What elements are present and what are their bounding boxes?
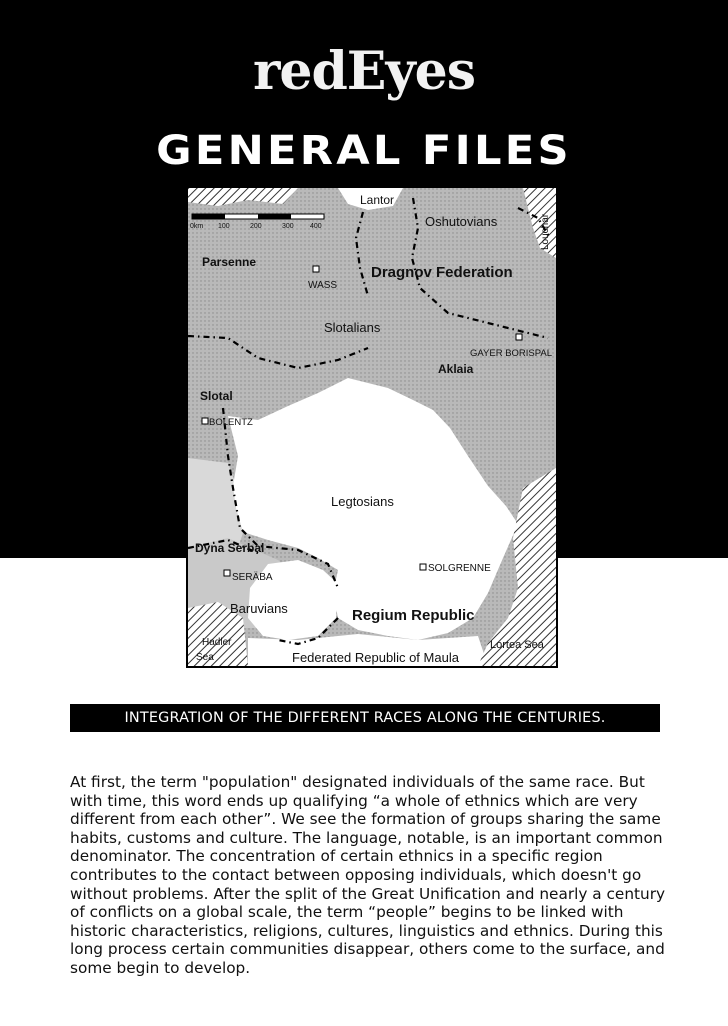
label-legtosians: Legtosians xyxy=(331,494,394,509)
label-parsenne: Parsenne xyxy=(202,255,257,269)
body-paragraph: At first, the term "population" designated individuals of the same race. But with time, this word ends up qualifying “a whole of ethnics which are very different from each other”. We see the formation of groups sharing the same habits, customs and culture. The language, notable, is an important common denominator. The concentration of certain ethnics in a specific region contributes to the contact between opposing individuals, which doesn't go without problems. After the split of the Great Unification and nearly a century of conflicts on a global scale, the term “people” begins to be linked with historic characteristics, religions, cultures, linguistics and ethnics. During this long process certain communities disappear, others come to the surface, and some begin to develop. xyxy=(70,773,666,977)
label-bolentz: BOLENTZ xyxy=(209,417,253,428)
scale-tick-0: 0km xyxy=(190,223,204,230)
label-dyna-serbal: Dyna Serbal xyxy=(195,541,265,555)
scale-tick-200: 200 xyxy=(250,223,262,230)
label-regium-republic: Regium Republic xyxy=(352,607,475,624)
region-map xyxy=(186,186,558,668)
page-title: GENERAL FILES xyxy=(156,128,572,174)
label-slotal: Slotal xyxy=(200,389,233,403)
label-wass: WASS xyxy=(308,280,338,291)
label-hadler-sea: Sea xyxy=(196,652,214,663)
label-slotalians: Slotalians xyxy=(324,320,381,335)
label-gayer-borispal: GAYER BORISPAL xyxy=(470,348,553,359)
label-lortea-sea: Lortea Sea xyxy=(490,639,544,651)
label-solgrenne: SOLGRENNE xyxy=(428,563,491,574)
label-aklaia: Aklaia xyxy=(438,362,474,376)
label-dragnov-federation: Dragnov Federation xyxy=(371,264,513,281)
label-maula: Federated Republic of Maula xyxy=(292,650,459,665)
logo: redEyes xyxy=(252,41,476,102)
scale-tick-300: 300 xyxy=(282,223,294,230)
label-louchar: Louchar xyxy=(540,213,551,250)
label-baruvians: Baruvians xyxy=(230,601,288,616)
label-oshutovians: Oshutovians xyxy=(425,214,498,229)
scale-tick-400: 400 xyxy=(310,223,322,230)
label-lantor: Lantor xyxy=(360,193,395,207)
section-banner: INTEGRATION OF THE DIFFERENT RACES ALONG THE CENTURIES. xyxy=(70,704,660,732)
scale-tick-100: 100 xyxy=(218,223,230,230)
label-hadler: Hadler xyxy=(202,637,232,648)
label-seraba: SERÄBA xyxy=(232,572,273,583)
